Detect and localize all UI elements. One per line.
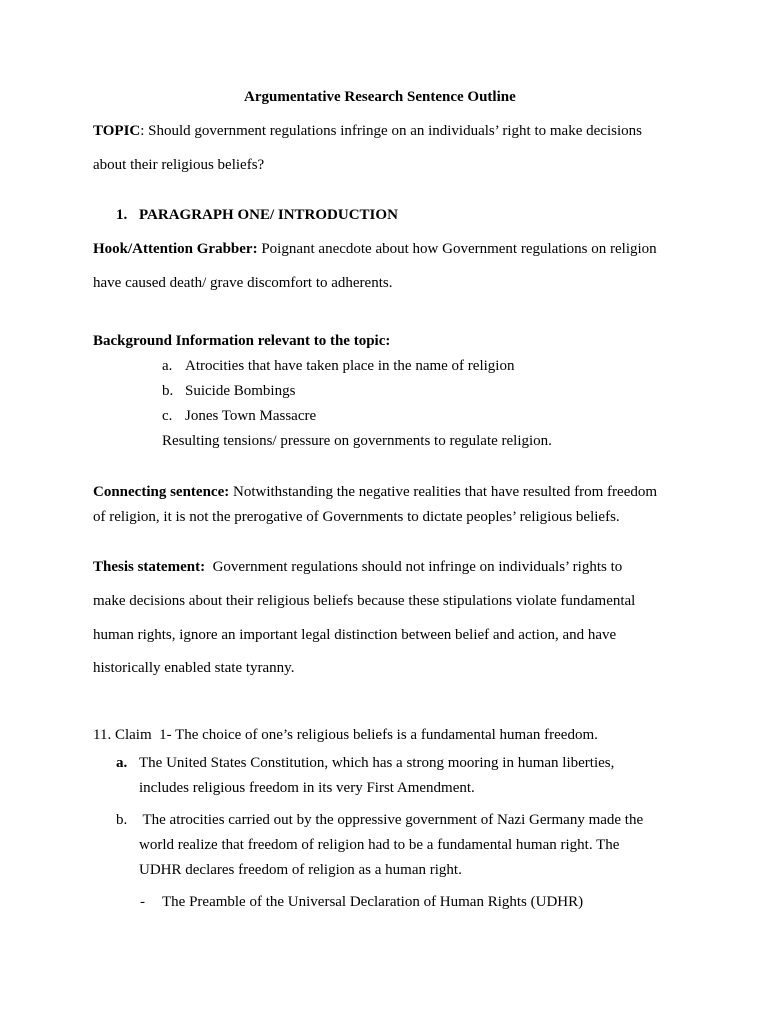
background-item-marker-a: a. <box>162 358 173 374</box>
hook-line-2: have caused death/ grave discomfort to adherents. <box>93 275 393 291</box>
document-title: Argumentative Research Sentence Outline <box>244 89 516 105</box>
claim-sub-item-marker: - <box>140 894 145 910</box>
connecting-label: Connecting sentence: <box>93 484 230 500</box>
connecting-line-2: of religion, it is not the prerogative of Governments to dictate peoples’ religious beliefs. <box>93 509 620 525</box>
hook-line-1 <box>93 240 657 258</box>
hook-text-1: Poignant anecdote about how Government regulations on religion <box>257 241 657 257</box>
background-item-c: Jones Town Massacre <box>185 408 317 424</box>
background-result: Resulting tensions/ pressure on governments to regulate religion. <box>162 433 552 449</box>
claim-one-heading: 11. Claim 1- The choice of one’s religious beliefs is a fundamental human freedom. <box>93 727 598 743</box>
background-label: Background Information relevant to the topic: <box>93 333 391 349</box>
background-item-a: Atrocities that have taken place in the name of religion <box>185 358 515 374</box>
thesis-label: Thesis statement: <box>93 559 206 575</box>
topic-text-1: : Should government regulations infringe on an individuals’ right to make decisions <box>140 123 642 139</box>
thesis-text-1: Government regulations should not infringe on individuals’ rights to <box>205 559 623 575</box>
claim-sub-item-text: The Preamble of the Universal Declaration of Human Rights (UDHR) <box>162 894 584 910</box>
background-item-b: Suicide Bombings <box>185 383 296 399</box>
section-one-heading: PARAGRAPH ONE/ INTRODUCTION <box>139 207 398 223</box>
thesis-line-1 <box>93 558 622 576</box>
hook-label: Hook/Attention Grabber: <box>93 241 258 257</box>
claim-item-marker-b: b. <box>116 812 128 828</box>
topic-line-1 <box>93 122 642 140</box>
background-item-marker-b: b. <box>162 383 174 399</box>
claim-item-b-line-2: world realize that freedom of religion had to be a fundamental human right. The <box>139 837 620 853</box>
thesis-line-4: historically enabled state tyranny. <box>93 660 295 676</box>
section-one-number: 1. <box>116 207 128 223</box>
thesis-line-2: make decisions about their religious beliefs because these stipulations violate fundamental <box>93 593 636 609</box>
claim-item-marker-a: a. <box>116 755 128 771</box>
topic-line-2: about their religious beliefs? <box>93 157 265 173</box>
connecting-line-1 <box>93 483 657 501</box>
claim-item-a-line-2: includes religious freedom in its very First Amendment. <box>139 780 475 796</box>
claim-item-b-line-1: The atrocities carried out by the oppressive government of Nazi Germany made the <box>139 812 644 828</box>
claim-item-b-line-3: UDHR declares freedom of religion as a human right. <box>139 862 462 878</box>
claim-item-a-line-1: The United States Constitution, which has a strong mooring in human liberties, <box>139 755 615 771</box>
connecting-text-1: Notwithstanding the negative realities that have resulted from freedom <box>229 484 658 500</box>
background-item-marker-c: c. <box>162 408 173 424</box>
topic-label: TOPIC <box>93 123 141 139</box>
thesis-line-3: human rights, ignore an important legal distinction between belief and action, and have <box>93 627 617 643</box>
